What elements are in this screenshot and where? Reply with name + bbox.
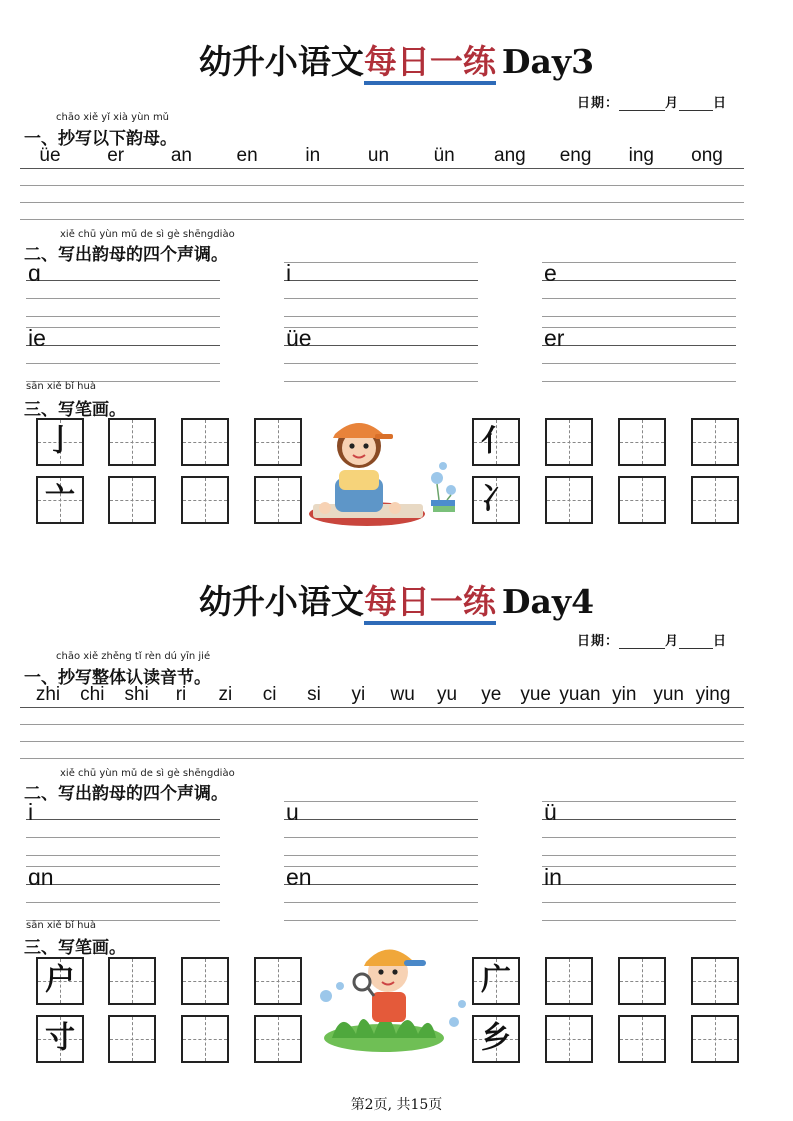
tone-writing-line[interactable]	[542, 327, 736, 328]
date-label: 日期：	[577, 96, 620, 111]
pinyin-item: zi	[218, 684, 233, 705]
date-field-day3[interactable]	[577, 92, 727, 111]
section1-items	[0, 145, 793, 169]
tone-writing-line[interactable]	[26, 280, 220, 281]
tone-final-label: üe	[286, 325, 312, 351]
tone-writing-line[interactable]	[542, 298, 736, 299]
tone-writing-line[interactable]	[284, 280, 478, 281]
tone-final-label: ɑn	[28, 864, 54, 890]
box-guide-horizontal	[256, 442, 300, 443]
box-guide-horizontal	[183, 500, 227, 501]
boy-explorer-illustration	[312, 938, 472, 1054]
practice-box[interactable]	[472, 418, 520, 466]
tone-final-label: i	[286, 260, 292, 286]
stroke-sample: 乡	[481, 1020, 511, 1056]
section3-pinyin: sān xiě bǐ huà	[26, 381, 96, 392]
practice-box[interactable]	[108, 957, 156, 1005]
tone-writing-line[interactable]	[26, 819, 220, 820]
tone-final-label: e	[544, 260, 557, 286]
tone-writing-line[interactable]	[284, 855, 478, 856]
worksheet-title-day3	[0, 42, 793, 82]
tone-writing-line[interactable]	[542, 363, 736, 364]
practice-box[interactable]	[472, 476, 520, 524]
box-guide-horizontal	[110, 500, 154, 501]
date-month: 月	[665, 634, 680, 649]
writing-line[interactable]	[20, 185, 744, 186]
box-guide-horizontal	[547, 500, 591, 501]
practice-box[interactable]	[254, 1015, 302, 1063]
tone-final-label: ɑ	[28, 260, 41, 286]
box-guide-horizontal	[693, 500, 737, 501]
tone-writing-line[interactable]	[542, 902, 736, 903]
tone-writing-line[interactable]	[284, 884, 478, 885]
pinyin-item: chi	[80, 684, 105, 705]
practice-box[interactable]	[545, 476, 593, 524]
practice-box[interactable]	[691, 1015, 739, 1063]
tone-final-label: in	[544, 864, 562, 890]
pinyin-item: en	[236, 145, 258, 166]
tone-writing-line[interactable]	[284, 866, 478, 867]
pinyin-item: ying	[695, 684, 731, 705]
box-guide-horizontal	[110, 981, 154, 982]
title-prefix: 幼升小语文	[198, 582, 364, 621]
tone-writing-line[interactable]	[26, 884, 220, 885]
tone-writing-line[interactable]	[26, 363, 220, 364]
practice-box[interactable]	[181, 1015, 229, 1063]
tone-final-label: i	[28, 799, 34, 825]
tone-writing-line[interactable]	[542, 884, 736, 885]
box-guide-horizontal	[693, 1039, 737, 1040]
pinyin-item: ün	[433, 145, 455, 166]
date-day: 日	[713, 96, 728, 111]
pinyin-item: yin	[612, 684, 637, 705]
stroke-sample: 户	[45, 962, 75, 998]
tone-writing-line[interactable]	[542, 855, 736, 856]
section2-pinyin: xiě chū yùn mǔ de sì gè shēngdiào	[60, 768, 235, 779]
box-guide-horizontal	[620, 1039, 664, 1040]
tone-writing-line[interactable]	[542, 920, 736, 921]
tone-final-label: ie	[28, 325, 46, 351]
pinyin-item: un	[367, 145, 390, 166]
section1-title: 一、抄写整体认读音节。	[24, 668, 211, 688]
practice-box[interactable]	[472, 957, 520, 1005]
practice-box[interactable]	[691, 957, 739, 1005]
pinyin-item: yu	[436, 684, 458, 705]
tone-writing-line[interactable]	[542, 280, 736, 281]
practice-box[interactable]	[181, 418, 229, 466]
pinyin-item: eng	[559, 145, 592, 166]
practice-box[interactable]	[108, 1015, 156, 1063]
pinyin-item: yue	[520, 684, 551, 705]
stroke-sample: 广	[481, 962, 511, 998]
tone-writing-line[interactable]	[542, 819, 736, 820]
practice-box[interactable]	[36, 418, 84, 466]
box-guide-horizontal	[547, 1039, 591, 1040]
practice-box[interactable]	[36, 1015, 84, 1063]
writing-line[interactable]	[20, 707, 744, 708]
box-guide-horizontal	[110, 442, 154, 443]
box-guide-horizontal	[620, 442, 664, 443]
pinyin-item: in	[305, 145, 321, 166]
practice-box[interactable]	[36, 957, 84, 1005]
tone-writing-line[interactable]	[542, 345, 736, 346]
tone-writing-line[interactable]	[26, 902, 220, 903]
writing-line[interactable]	[20, 202, 744, 203]
tone-writing-line[interactable]	[26, 855, 220, 856]
pinyin-item: shi	[124, 684, 149, 705]
pinyin-item: ri	[175, 684, 187, 705]
practice-box[interactable]	[691, 418, 739, 466]
tone-writing-line[interactable]	[284, 801, 478, 802]
practice-box[interactable]	[36, 476, 84, 524]
tone-writing-line[interactable]	[284, 262, 478, 263]
stroke-sample: 亅	[45, 423, 75, 459]
tone-writing-line[interactable]	[26, 327, 220, 328]
pinyin-item: er	[107, 145, 125, 166]
writing-line[interactable]	[20, 741, 744, 742]
pinyin-item: ong	[691, 145, 723, 166]
tone-writing-line[interactable]	[542, 316, 736, 317]
section1-pinyin: chāo xiě zhěng tǐ rèn dú yīn jié	[56, 651, 211, 662]
pinyin-item: ci	[262, 684, 277, 705]
section3-title: 三、写笔画。	[24, 938, 126, 958]
tone-writing-line[interactable]	[26, 837, 220, 838]
practice-box[interactable]	[472, 1015, 520, 1063]
stroke-sample: 亻	[481, 423, 511, 459]
pinyin-item: yuan	[559, 684, 601, 705]
section2-tone-grid	[0, 779, 793, 929]
practice-box[interactable]	[545, 418, 593, 466]
pinyin-item: zhi	[35, 684, 61, 705]
tone-writing-line[interactable]	[284, 819, 478, 820]
pinyin-item: yi	[351, 684, 366, 705]
practice-box[interactable]	[254, 957, 302, 1005]
tone-writing-line[interactable]	[284, 381, 478, 382]
pinyin-item: si	[307, 684, 321, 705]
practice-box[interactable]	[618, 1015, 666, 1063]
box-guide-horizontal	[620, 981, 664, 982]
stroke-sample: 冫	[481, 481, 511, 517]
practice-box[interactable]	[691, 476, 739, 524]
tone-final-label: en	[286, 864, 312, 890]
title-prefix: 幼升小语文	[198, 42, 364, 81]
tone-writing-line[interactable]	[542, 837, 736, 838]
box-guide-horizontal	[256, 1039, 300, 1040]
box-guide-horizontal	[256, 500, 300, 501]
section1-title: 一、抄写以下韵母。	[24, 129, 177, 149]
section2-pinyin: xiě chū yùn mǔ de sì gè shēngdiào	[60, 229, 235, 240]
practice-box[interactable]	[545, 1015, 593, 1063]
title-day: Day3	[501, 42, 595, 81]
practice-box[interactable]	[181, 957, 229, 1005]
date-label: 日期：	[577, 634, 620, 649]
writing-line[interactable]	[20, 219, 744, 220]
box-guide-horizontal	[110, 1039, 154, 1040]
practice-box[interactable]	[254, 476, 302, 524]
section2-title: 二、写出韵母的四个声调。	[24, 784, 228, 804]
practice-box[interactable]	[181, 476, 229, 524]
practice-box[interactable]	[618, 418, 666, 466]
tone-writing-line[interactable]	[26, 345, 220, 346]
stroke-sample: 寸	[45, 1020, 75, 1056]
tone-writing-line[interactable]	[284, 920, 478, 921]
worksheet-title-day4	[0, 582, 793, 622]
section2-tone-grid	[0, 240, 793, 390]
box-guide-horizontal	[183, 1039, 227, 1040]
box-guide-horizontal	[693, 981, 737, 982]
stroke-sample: 亠	[45, 481, 75, 517]
title-highlight: 每日一练	[364, 582, 496, 625]
practice-box[interactable]	[545, 957, 593, 1005]
box-guide-horizontal	[256, 981, 300, 982]
box-guide-horizontal	[620, 500, 664, 501]
box-guide-horizontal	[547, 981, 591, 982]
pinyin-item: ang	[494, 145, 526, 166]
practice-box[interactable]	[618, 957, 666, 1005]
section1-items	[0, 684, 793, 708]
writing-line[interactable]	[20, 168, 744, 169]
box-guide-horizontal	[183, 442, 227, 443]
tone-final-label: u	[286, 799, 299, 825]
box-guide-horizontal	[547, 442, 591, 443]
girl-reading-illustration	[305, 408, 465, 530]
date-month: 月	[665, 96, 680, 111]
date-day: 日	[713, 634, 728, 649]
pinyin-item: ye	[481, 684, 502, 705]
tone-writing-line[interactable]	[284, 363, 478, 364]
writing-line[interactable]	[20, 758, 744, 759]
tone-writing-line[interactable]	[26, 316, 220, 317]
section3-pinyin: sān xiě bǐ huà	[26, 920, 96, 931]
practice-box[interactable]	[618, 476, 666, 524]
tone-writing-line[interactable]	[26, 298, 220, 299]
writing-line[interactable]	[20, 724, 744, 725]
practice-box[interactable]	[254, 418, 302, 466]
tone-writing-line[interactable]	[26, 866, 220, 867]
section3-title: 三、写笔画。	[24, 400, 126, 420]
tone-writing-line[interactable]	[284, 345, 478, 346]
pinyin-item: yun	[653, 684, 684, 705]
box-guide-horizontal	[183, 981, 227, 982]
section1-pinyin: chāo xiě yǐ xià yùn mǔ	[56, 112, 170, 123]
box-guide-horizontal	[693, 442, 737, 443]
tone-writing-line[interactable]	[542, 262, 736, 263]
section2-title: 二、写出韵母的四个声调。	[24, 245, 228, 265]
pinyin-item: wu	[390, 684, 415, 705]
practice-box[interactable]	[108, 476, 156, 524]
title-highlight: 每日一练	[364, 42, 496, 85]
title-day: Day4	[501, 582, 595, 621]
tone-writing-line[interactable]	[284, 327, 478, 328]
date-field-day4[interactable]	[577, 630, 727, 649]
pinyin-item: ing	[628, 145, 654, 166]
tone-final-label: ü	[544, 799, 557, 825]
page-footer: 第2页, 共15页	[350, 1097, 443, 1113]
pinyin-item: üe	[39, 145, 61, 166]
tone-writing-line[interactable]	[284, 902, 478, 903]
tone-writing-line[interactable]	[542, 381, 736, 382]
tone-writing-line[interactable]	[542, 866, 736, 867]
tone-writing-line[interactable]	[542, 801, 736, 802]
tone-writing-line[interactable]	[284, 316, 478, 317]
tone-writing-line[interactable]	[284, 837, 478, 838]
tone-final-label: er	[544, 325, 565, 351]
pinyin-item: an	[170, 145, 192, 166]
tone-writing-line[interactable]	[284, 298, 478, 299]
practice-box[interactable]	[108, 418, 156, 466]
